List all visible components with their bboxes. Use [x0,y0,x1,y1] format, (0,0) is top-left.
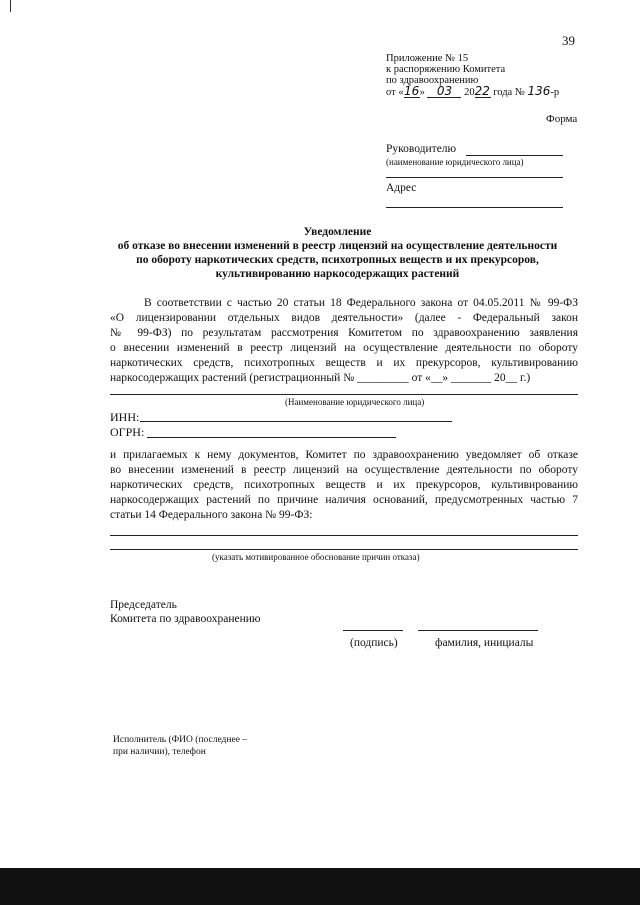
chair-title-line2: Комитета по здравоохранению [110,613,261,625]
appendix-committee-line: по здравоохранению [386,75,479,86]
paragraph-legal-basis: В соответствии с частью 20 статьи 18 Федерального закона от 04.05.2011 № 99-ФЗ «О лицензировании отдельных видов деятельности» (далее - Федеральный закон № 99-ФЗ) по результатам рассмотрения Комитетом по здравоохранению заявления о внесении изменений в реестр лицензий на осуществление деятельности по обороту наркотических средств, психотропных веществ и их прекурсоров, культивированию наркосодержащих растений (регистрационный № _________ от «__» _______ 20__ г.) [110,297,578,384]
recipient-head-caption: (наименование юридического лица) [386,157,524,167]
recipient-head-label: Руководителю [386,143,457,155]
reason-line-2 [110,549,578,550]
signature-caption: (подпись) [350,637,398,649]
page-number: 39 [562,33,575,48]
date-month: 03 [427,86,461,98]
address-line [386,207,563,208]
form-label: Форма [546,113,578,125]
document-title [100,225,575,281]
name-caption: фамилия, инициалы [435,637,534,649]
executor-line2: при наличии), телефон [113,747,206,757]
paragraph-refusal: и прилагаемых к нему документов, Комитет по здравоохранению уведомляет об отказе во внесении изменений в реестр лицензий на осуществление деятельности по обороту наркотических средств, психотропных веществ и их прекурсоров, культивированию наркосодержащих растений по причине наличия оснований, предусмотренных частью 7 статьи 14 Федерального закона № 99-ФЗ: [110,449,578,521]
name-line [418,630,538,631]
date-day: 16 [403,84,420,98]
signature-line [343,630,403,631]
ogrn-field-line [147,437,396,438]
org-name-caption: (Наименование юридического лица) [285,397,425,407]
recipient-name-line [386,177,563,178]
inn-field-line [140,421,452,422]
title-subheading-1: об отказе во внесении изменений в реестр лицензий на осуществление деятельности [117,240,558,252]
appendix-order-line: к распоряжению Комитета [386,64,506,75]
recipient-head-field [466,155,563,156]
title-heading: Уведомление [303,226,372,238]
ogrn-label: ОГРН: [110,425,145,439]
appendix-block [386,53,559,98]
appendix-date-line: от «16» 03 2022 года № 136-р [386,84,560,98]
title-subheading-2: по обороту наркотических средств, психотропных веществ и их прекурсоров, [136,254,539,266]
chair-title-line1: Председатель [110,599,177,611]
address-label: Адрес [386,182,417,194]
executor-line1: Исполнитель (ФИО (последнее – [113,735,248,745]
scan-bottom-edge [0,868,640,905]
title-subheading-3: культивированию наркосодержащих растений [215,268,460,280]
appendix-title: Приложение № 15 [386,53,469,64]
inn-label: ИНН: [110,410,140,424]
org-name-line [110,394,578,395]
top-margin-mark [10,0,11,12]
reason-caption: (указать мотивированное обоснование причин отказа) [212,552,420,562]
reason-line-1 [110,535,578,536]
order-number: 136 [527,84,551,98]
date-year: 22 [474,84,490,98]
